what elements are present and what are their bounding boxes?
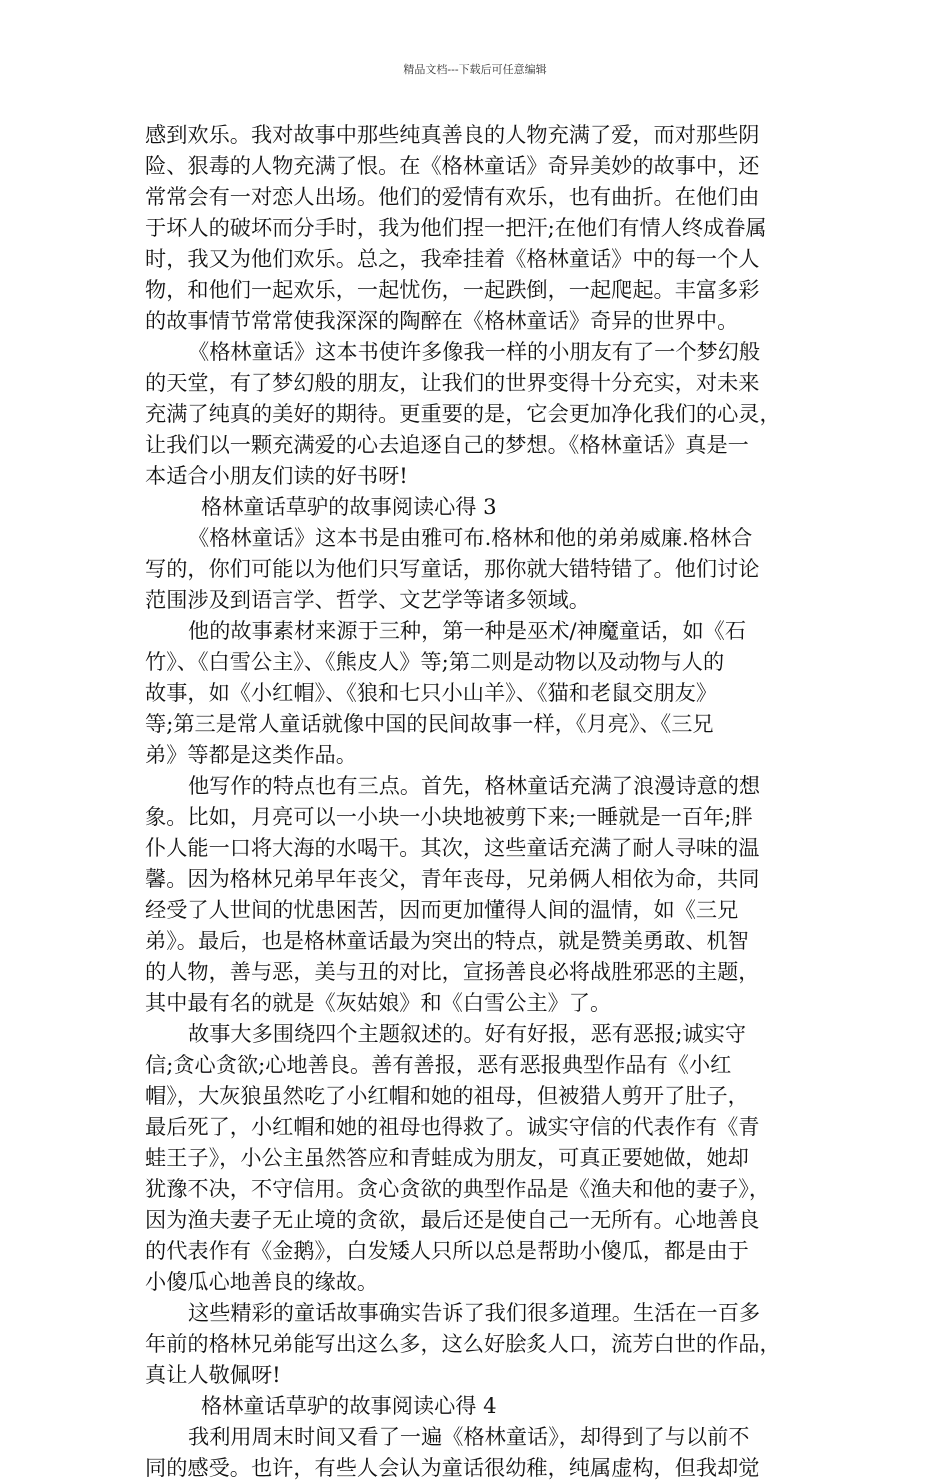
text-line: 我利用周末时间又看了一遍《格林童话》，却得到了与以前不 <box>188 1424 750 1449</box>
text-line: 本适合小朋友们读的好书呀! <box>145 463 408 488</box>
text-line: 险、狠毒的人物充满了恨。在《格林童话》奇异美妙的故事中，还 <box>145 153 760 178</box>
text-line: 让我们以一颗充满爱的心去追逐自己的梦想。《格林童话》真是一 <box>145 432 749 457</box>
text-line: 的人物，善与恶，美与丑的对比，宣扬善良必将战胜邪恶的主题， <box>145 959 760 984</box>
text-line: 同的感受。也许，有些人会认为童话很幼稚，纯属虚构，但我却觉 <box>145 1455 760 1480</box>
paragraph <box>145 770 820 1018</box>
paragraph <box>145 615 820 770</box>
paragraph <box>145 1018 820 1297</box>
section-heading <box>145 1390 820 1421</box>
text-line: 《格林童话》这本书是由雅可布.格林和他的弟弟威廉.格林合 <box>188 525 753 550</box>
text-line: 故事大多围绕四个主题叙述的。好有好报，恶有恶报;诚实守 <box>188 1021 747 1046</box>
text-line: 的故事情节常常使我深深的陶醉在《格林童话》奇异的世界中。 <box>145 308 739 333</box>
text-line: 感到欢乐。我对故事中那些纯真善良的人物充满了爱，而对那些阴 <box>145 122 760 147</box>
text-line: 信;贪心贪欲;心地善良。善有善报，恶有恶报典型作品有《小红 <box>145 1052 732 1077</box>
text-line: 象。比如，月亮可以一小块一小块地被剪下来;一睡就是一百年;胖 <box>145 804 753 829</box>
text-line: 因为渔夫妻子无止境的贪欲，最后还是使自己一无所有。心地善良 <box>145 1207 760 1232</box>
paragraph <box>145 522 820 615</box>
text-line: 于坏人的破坏而分手时，我为他们捏一把汗;在他们有情人终成眷属 <box>145 215 767 240</box>
text-line: 经受了人世间的忧患困苦，因而更加懂得人间的温情，如《三兄 <box>145 897 739 922</box>
text-line: 充满了纯真的美好的期待。更重要的是，它会更加净化我们的心灵， <box>145 401 781 426</box>
text-line: 等;第三是常人童话就像中国的民间故事一样，《月亮》、《三兄 <box>145 711 714 736</box>
text-line: 帽》，大灰狼虽然吃了小红帽和她的祖母，但被猎人剪开了肚子， <box>145 1083 749 1108</box>
text-line: 他的故事素材来源于三种，第一种是巫术/神魔童话，如《石 <box>188 618 747 643</box>
text-line: 蛙王子》，小公主虽然答应和青蛙成为朋友，可真正要她做，她却 <box>145 1145 749 1170</box>
text-line: 写的，你们可能以为他们只写童话，那你就大错特错了。他们讨论 <box>145 556 760 581</box>
text-line: 仆人能一口将大海的水喝干。其次，这些童话充满了耐人寻味的温 <box>145 835 760 860</box>
text-line: 物，和他们一起欢乐，一起忧伤，一起跌倒，一起爬起。丰富多彩 <box>145 277 760 302</box>
text-line: 犹豫不决，不守信用。贪心贪欲的典型作品是《渔夫和他的妻子》， <box>145 1176 771 1201</box>
heading-text: 格林童话草驴的故事阅读心得 3 <box>201 494 497 519</box>
text-line: 最后死了，小红帽和她的祖母也得救了。诚实守信的代表作有《青 <box>145 1114 760 1139</box>
text-line: 常常会有一对恋人出场。他们的爱情有欢乐，也有曲折。在他们由 <box>145 184 760 209</box>
text-line: 其中最有名的就是《灰姑娘》和《白雪公主》了。 <box>145 990 612 1015</box>
text-line: 范围涉及到语言学、哲学、文艺学等诸多领域。 <box>145 587 590 612</box>
text-line: 弟》等都是这类作品。 <box>145 742 357 767</box>
paragraph <box>145 336 820 491</box>
paragraph <box>145 1421 820 1483</box>
text-line: 真让人敬佩呀! <box>145 1362 281 1387</box>
text-line: 他写作的特点也有三点。首先，格林童话充满了浪漫诗意的想 <box>188 773 761 798</box>
text-line: 这些精彩的童话故事确实告诉了我们很多道理。生活在一百多 <box>188 1300 761 1325</box>
page-header: 精品文档---下载后可任意编辑 <box>403 63 547 76</box>
document-body <box>145 119 820 1483</box>
text-line: 故事，如《小红帽》、《狼和七只小山羊》、《猫和老鼠交朋友》 <box>145 680 718 705</box>
text-line: 小傻瓜心地善良的缘故。 <box>145 1269 379 1294</box>
text-line: 时，我又为他们欢乐。总之，我牵挂着《格林童话》中的每一个人 <box>145 246 760 271</box>
heading-text: 格林童话草驴的故事阅读心得 4 <box>201 1393 497 1418</box>
text-line: 《格林童话》这本书使许多像我一样的小朋友有了一个梦幻般 <box>188 339 761 364</box>
paragraph <box>145 119 820 336</box>
text-line: 竹》、《白雪公主》、《熊皮人》等;第二则是动物以及动物与人的 <box>145 649 725 674</box>
text-line: 的天堂，有了梦幻般的朋友，让我们的世界变得十分充实，对未来 <box>145 370 760 395</box>
text-line: 年前的格林兄弟能写出这么多，这么好脍炙人口，流芳白世的作品， <box>145 1331 781 1356</box>
text-line: 馨。因为格林兄弟早年丧父，青年丧母，兄弟俩人相依为命，共同 <box>145 866 760 891</box>
text-line: 的代表作有《金鹅》，白发矮人只所以总是帮助小傻瓜，都是由于 <box>145 1238 749 1263</box>
text-line: 弟》。最后，也是格林童话最为突出的特点，就是赞美勇敢、机智 <box>145 928 749 953</box>
section-heading <box>145 491 820 522</box>
